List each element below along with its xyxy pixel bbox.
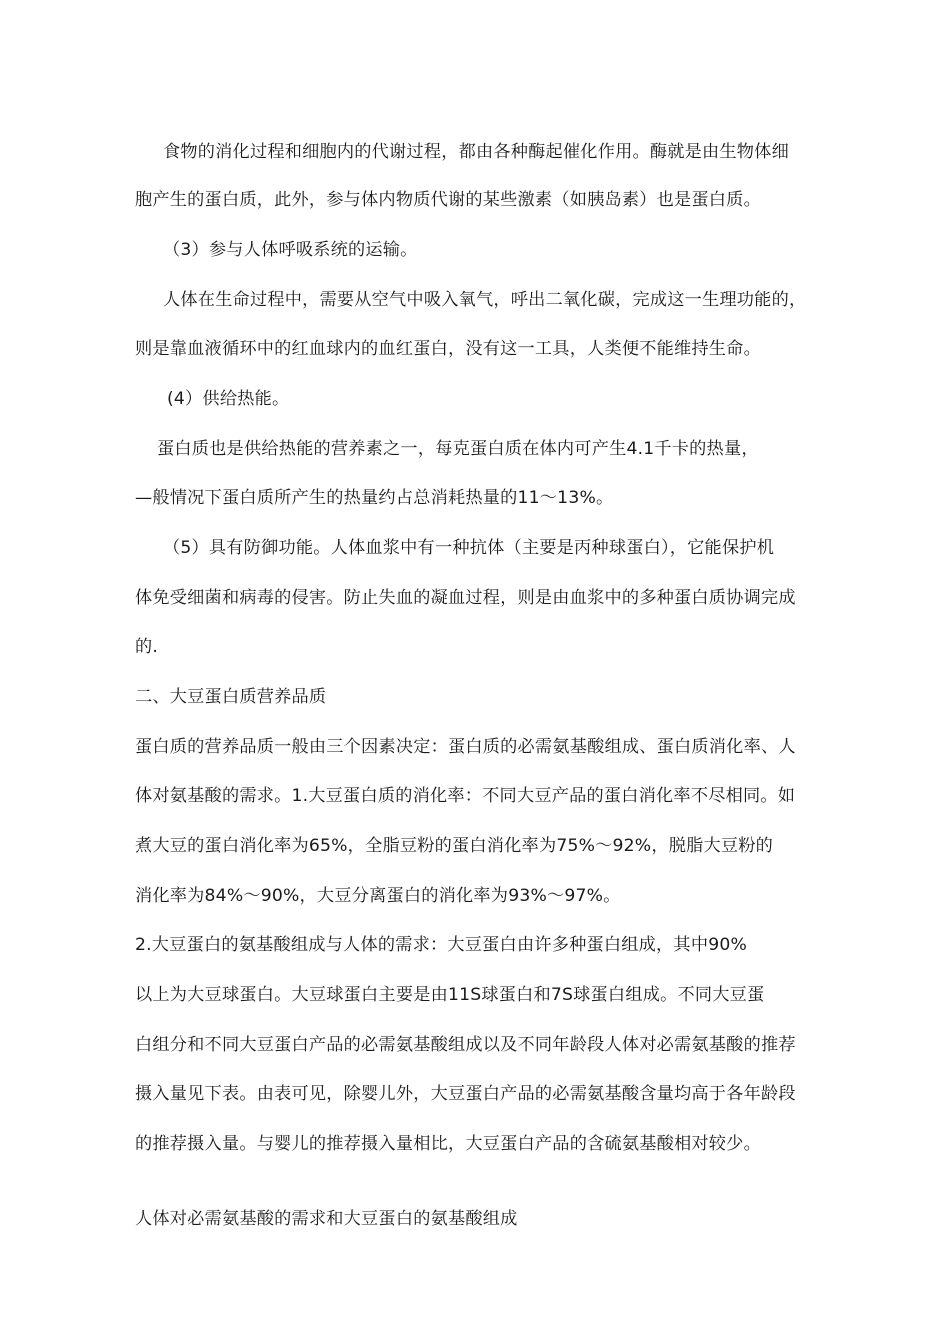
text-line: 白组分和不同大豆蛋白产品的必需氨基酸组成以及不同年龄段人体对必需氨基酸的推荐 [135,1035,796,1055]
text-line: 的推荐摄入量。与婴儿的推荐摄入量相比，大豆蛋白产品的含硫氨基酸相对较少。 [135,1134,761,1154]
text-line: 食物的消化过程和细胞内的代谢过程，都由各种酶起催化作用。酶就是由生物体细 [163,142,789,162]
text-line: 以上为大豆球蛋白。大豆球蛋白主要是由11S球蛋白和7S球蛋白组成。不同大豆蛋 [135,985,765,1005]
text-line: 煮大豆的蛋白消化率为65%，全脂豆粉的蛋白消化率为75%〜92%，脱脂大豆粉的 [135,836,774,856]
text-line: （5）具有防御功能。人体血浆中有一种抗体（主要是丙种球蛋白），它能保护机 [163,538,775,558]
text-line: 消化率为84%〜90%，大豆分离蛋白的消化率为93%〜97%。 [135,886,621,906]
text-line: 胞产生的蛋白质，此外，参与体内物质代谢的某些激素（如胰岛素）也是蛋白质。 [135,190,761,210]
text-line: 2.大豆蛋白的氨基酸组成与人体的需求：大豆蛋白由许多种蛋白组成，其中90% [135,935,748,955]
text-line: 的. [135,637,159,657]
text-line: 人体在生命过程中，需要从空气中吸入氧气，呼出二氧化碳，完成这一生理功能的， [163,290,807,310]
text-line: 体免受细菌和病毒的侵害。防止失血的凝血过程，则是由血浆中的多种蛋白质协调完成 [135,588,796,608]
section-heading: 二、大豆蛋白质营养品质 [135,687,327,707]
text-line: （3）参与人体呼吸系统的运输。 [163,240,418,260]
text-line: 蛋白质也是供给热能的营养素之一，每克蛋白质在体内可产生4.1千卡的热量， [157,439,759,459]
text-line: (4）供给热能。 [167,389,290,409]
table-caption: 人体对必需氨基酸的需求和大豆蛋白的氨基酸组成 [135,1209,518,1229]
text-line: 体对氨基酸的需求。1.大豆蛋白质的消化率：不同大豆产品的蛋白消化率不尽相同。如 [135,786,796,806]
text-line: 摄入量见下表。由表可见，除婴儿外，大豆蛋白产品的必需氨基酸含量均高于各年龄段 [135,1084,796,1104]
text-line: 蛋白质的营养品质一般由三个因素决定：蛋白质的必需氨基酸组成、蛋白质消化率、人 [135,737,796,757]
text-line: —般情况下蛋白质所产生的热量约占总消耗热量的11〜13%。 [135,488,614,508]
text-line: 则是靠血液循环中的红血球内的血红蛋白，没有这一工具，人类便不能维持生命。 [135,339,761,359]
